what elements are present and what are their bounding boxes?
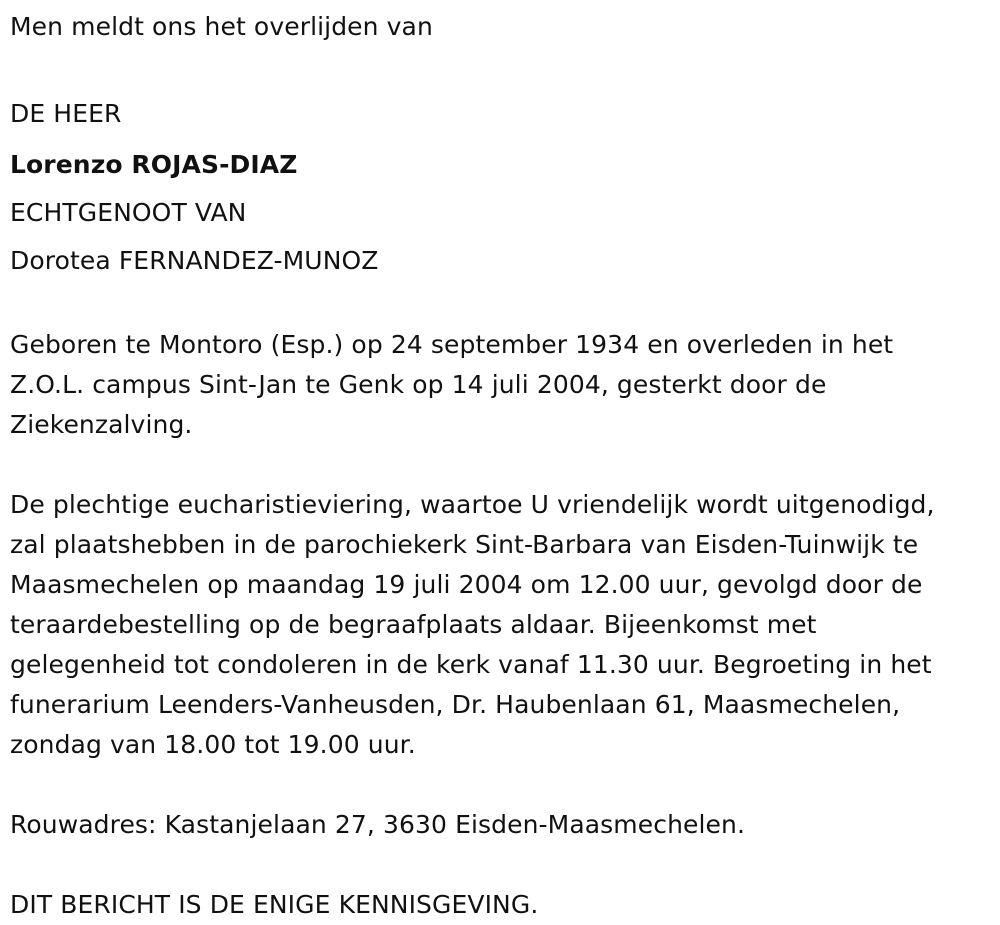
paragraph-line: Maasmechelen op maandag 19 juli 2004 om 12.00 uur, gevolgd door de [10,570,923,599]
blank-line [10,765,994,805]
closing-notice: DIT BERICHT IS DE ENIGE KENNISGEVING. [10,890,539,919]
blank-line [10,285,994,325]
paragraph-line: zal plaatshebben in de parochiekerk Sint-Barbara van Eisden-Tuinwijk te [10,530,919,559]
intro-text: Men meldt ons het overlijden van [10,12,433,41]
birth-death-paragraph [10,325,994,445]
relation-text: ECHTGENOOT VAN [10,198,247,227]
deceased-name: Lorenzo ROJAS-DIAZ [10,150,298,179]
paragraph-line: De plechtige eucharistieviering, waartoe U vriendelijk wordt uitgenodigd, [10,490,935,519]
paragraph-line: Z.O.L. campus Sint-Jan te Genk op 14 juli 2004, gesterkt door de [10,370,827,399]
paragraph-line: Geboren te Montoro (Esp.) op 24 september 1934 en overleden in het [10,330,894,359]
mourning-address: Rouwadres: Kastanjelaan 27, 3630 Eisden-Maasmechelen. [10,810,746,839]
paragraph-line: funerarium Leenders-Vanheusden, Dr. Haubenlaan 61, Maasmechelen, [10,690,901,719]
blank-line [10,47,994,87]
paragraph-line: Ziekenzalving. [10,410,193,439]
paragraph-line: zondag van 18.00 tot 19.00 uur. [10,730,416,759]
title-text: DE HEER [10,99,122,128]
blank-line [10,445,994,485]
blank-line [10,845,994,885]
paragraph-line: teraardebestelling op de begraafplaats aldaar. Bijeenkomst met [10,610,817,639]
ceremony-paragraph [10,485,994,765]
death-announcement [10,7,994,925]
spouse-name: Dorotea FERNANDEZ-MUNOZ [10,246,379,275]
paragraph-line: gelegenheid tot condoleren in de kerk vanaf 11.30 uur. Begroeting in het [10,650,932,679]
